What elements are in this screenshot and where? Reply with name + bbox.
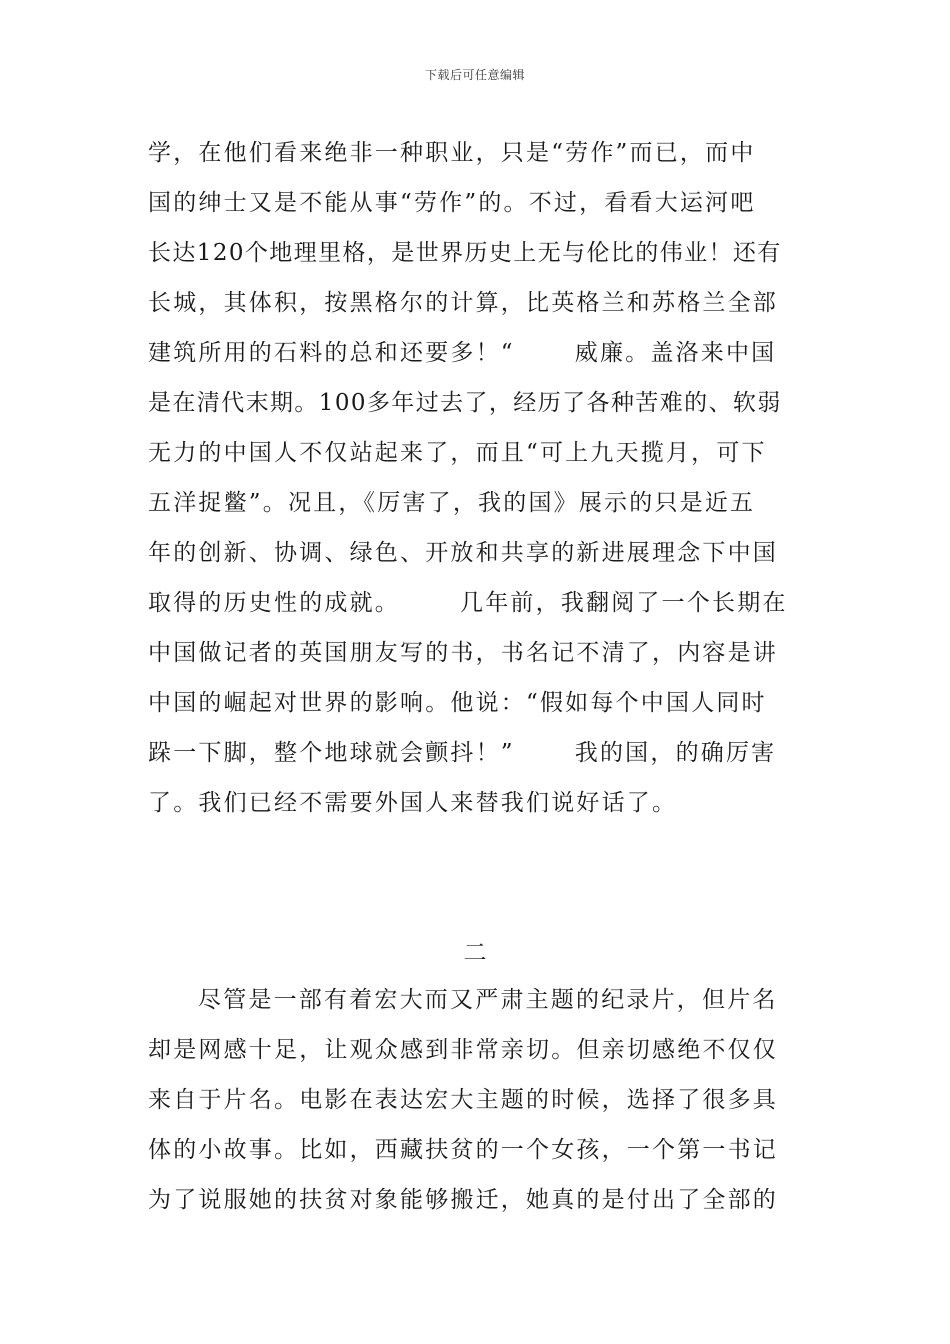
text-line [148,728,808,778]
text-line: 来自于片名。电影在表达宏大主题的时候，选择了很多具 [148,1087,778,1113]
text-line: 长达120个地理里格，是世界历史上无与伦比的伟业！还有 [148,240,782,266]
page-header: 下载后可任意编辑 [424,68,525,82]
text-line: 却是网感十足，让观众感到非常亲切。但亲切感绝不仅仅 [148,1037,778,1063]
text-line: 体的小故事。比如，西藏扶贫的一个女孩，一个第一书记 [148,1137,778,1163]
text-line [148,578,808,628]
text-line [148,975,808,1025]
text-segment: 取得的历史性的成就。 [148,590,400,616]
text-line: 中国的崛起对世界的影响。他说：“假如每个中国人同时 [148,690,767,716]
text-line: 了。我们已经不需要外国人来替我们说好话了。 [148,790,678,816]
text-line: 国的绅士又是不能从事“劳作”的。不过，看看大运河吧 [148,190,756,216]
text-line: 是在清代末期。100多年过去了，经历了各种苦难的、软弱 [148,390,782,416]
text-line: 年的创新、协调、绿色、开放和共享的新进展理念下中国 [148,540,778,566]
text-segment: 建筑所用的石料的总和还要多！“ [148,340,515,366]
section-1-body [148,128,808,828]
text-segment: 跺一下脚，整个地球就会颤抖！” [148,740,515,766]
text-line: 无力的中国人不仅站起来了，而且“可上九天揽月，可下 [148,440,767,466]
text-segment: 我的国，的确厉害 [574,740,777,766]
text-line: 中国做记者的英国朋友写的书，书名记不清了，内容是讲 [148,640,778,666]
text-line [148,328,808,378]
text-line: 学，在他们看来绝非一种职业，只是“劳作”而已，而中 [148,140,756,166]
text-segment: 几年前，我翻阅了一个长期在 [460,590,788,616]
text-line: 为了说服她的扶贫对象能够搬迁，她真的是付出了全部的 [148,1187,778,1213]
text-line: 长城，其体积，按黑格尔的计算，比英格兰和苏格兰全部 [148,290,778,316]
text-segment: 尽管是一部有着宏大而又严肃主题的纪录片，但片名 [198,987,778,1013]
section-2-body [148,975,808,1225]
section-2-heading: 二 [463,940,487,966]
text-line: 五洋捉鳖”。况且，《厉害了，我的国》展示的只是近五 [148,490,756,516]
text-segment: 威廉。盖洛来中国 [574,340,777,366]
